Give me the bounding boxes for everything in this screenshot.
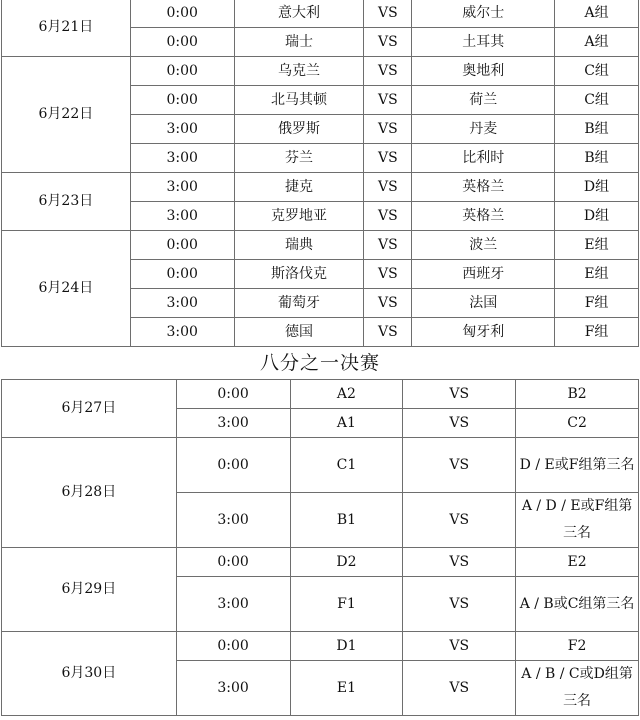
section-title: 八分之一决赛 xyxy=(259,352,380,374)
away-slot: A / B / C或D组第三名 xyxy=(516,661,639,716)
vs-label: VS xyxy=(364,57,412,86)
home-team: 斯洛伐克 xyxy=(234,260,364,289)
table-row xyxy=(2,380,639,409)
match-date: 6月30日 xyxy=(2,632,177,716)
match-time: 3:00 xyxy=(176,493,290,548)
group-label: A组 xyxy=(555,0,639,28)
vs-label: VS xyxy=(403,493,516,548)
match-date: 6月23日 xyxy=(2,173,131,231)
home-team: 俄罗斯 xyxy=(234,115,364,144)
away-team: 法国 xyxy=(412,289,555,318)
match-time: 0:00 xyxy=(176,548,290,577)
match-date: 6月28日 xyxy=(2,438,177,548)
away-team: 比利时 xyxy=(412,144,555,173)
away-slot: D / E或F组第三名 xyxy=(516,438,639,493)
home-slot: D2 xyxy=(290,548,403,577)
vs-label: VS xyxy=(403,548,516,577)
vs-label: VS xyxy=(364,173,412,202)
group-label: C组 xyxy=(555,57,639,86)
vs-label: VS xyxy=(403,380,516,409)
vs-label: VS xyxy=(403,632,516,661)
vs-label: VS xyxy=(364,289,412,318)
group-label: F组 xyxy=(555,289,639,318)
vs-label: VS xyxy=(403,409,516,438)
vs-label: VS xyxy=(403,438,516,493)
match-time: 0:00 xyxy=(176,632,290,661)
group-label: A组 xyxy=(555,28,639,57)
home-team: 捷克 xyxy=(234,173,364,202)
group-label: D组 xyxy=(555,202,639,231)
match-time: 3:00 xyxy=(130,115,234,144)
match-time: 0:00 xyxy=(130,28,234,57)
away-team: 奥地利 xyxy=(412,57,555,86)
away-slot: E2 xyxy=(516,548,639,577)
match-time: 0:00 xyxy=(130,57,234,86)
match-date: 6月29日 xyxy=(2,548,177,632)
home-slot: E1 xyxy=(290,661,403,716)
vs-label: VS xyxy=(403,661,516,716)
vs-label: VS xyxy=(364,202,412,231)
home-team: 葡萄牙 xyxy=(234,289,364,318)
home-team: 北马其顿 xyxy=(234,86,364,115)
table-row xyxy=(2,57,639,86)
match-time: 3:00 xyxy=(130,289,234,318)
home-slot: A2 xyxy=(290,380,403,409)
home-team: 瑞典 xyxy=(234,231,364,260)
group-label: F组 xyxy=(555,318,639,347)
group-label: E组 xyxy=(555,231,639,260)
vs-label: VS xyxy=(364,86,412,115)
away-team: 西班牙 xyxy=(412,260,555,289)
away-team: 土耳其 xyxy=(412,28,555,57)
group-label: B组 xyxy=(555,144,639,173)
table-row xyxy=(2,231,639,260)
round-of-16-table xyxy=(1,379,639,716)
match-time: 3:00 xyxy=(176,409,290,438)
vs-label: VS xyxy=(364,28,412,57)
vs-label: VS xyxy=(364,318,412,347)
home-team: 克罗地亚 xyxy=(234,202,364,231)
vs-label: VS xyxy=(364,115,412,144)
table-row xyxy=(2,548,639,577)
home-slot: F1 xyxy=(290,577,403,632)
match-date: 6月27日 xyxy=(2,380,177,438)
away-slot: B2 xyxy=(516,380,639,409)
match-time: 0:00 xyxy=(130,260,234,289)
home-team: 芬兰 xyxy=(234,144,364,173)
vs-label: VS xyxy=(364,144,412,173)
home-team: 意大利 xyxy=(234,0,364,28)
group-label: E组 xyxy=(555,260,639,289)
match-time: 0:00 xyxy=(176,438,290,493)
match-time: 0:00 xyxy=(130,0,234,28)
match-date: 6月22日 xyxy=(2,57,131,173)
group-label: B组 xyxy=(555,115,639,144)
away-slot: F2 xyxy=(516,632,639,661)
home-slot: D1 xyxy=(290,632,403,661)
home-team: 乌克兰 xyxy=(234,57,364,86)
match-date: 6月24日 xyxy=(2,231,131,347)
away-team: 匈牙利 xyxy=(412,318,555,347)
group-label: D组 xyxy=(555,173,639,202)
away-slot: C2 xyxy=(516,409,639,438)
vs-label: VS xyxy=(403,577,516,632)
match-time: 3:00 xyxy=(176,577,290,632)
match-time: 0:00 xyxy=(130,86,234,115)
home-team: 德国 xyxy=(234,318,364,347)
away-team: 波兰 xyxy=(412,231,555,260)
match-time: 3:00 xyxy=(130,144,234,173)
home-slot: A1 xyxy=(290,409,403,438)
table-row xyxy=(2,438,639,493)
home-slot: B1 xyxy=(290,493,403,548)
home-slot: C1 xyxy=(290,438,403,493)
away-team: 英格兰 xyxy=(412,202,555,231)
table-row xyxy=(2,632,639,661)
match-time: 3:00 xyxy=(130,318,234,347)
match-date: 6月21日 xyxy=(2,0,131,57)
match-time: 0:00 xyxy=(176,380,290,409)
match-time: 3:00 xyxy=(130,173,234,202)
away-slot: A / D / E或F组第三名 xyxy=(516,493,639,548)
match-time: 3:00 xyxy=(130,202,234,231)
group-stage-table xyxy=(1,0,639,347)
away-team: 丹麦 xyxy=(412,115,555,144)
home-team: 瑞士 xyxy=(234,28,364,57)
away-team: 荷兰 xyxy=(412,86,555,115)
table-row xyxy=(2,0,639,28)
away-team: 英格兰 xyxy=(412,173,555,202)
away-slot: A / B或C组第三名 xyxy=(516,577,639,632)
match-time: 0:00 xyxy=(130,231,234,260)
vs-label: VS xyxy=(364,231,412,260)
away-team: 威尔士 xyxy=(412,0,555,28)
table-row xyxy=(2,173,639,202)
vs-label: VS xyxy=(364,260,412,289)
match-time: 3:00 xyxy=(176,661,290,716)
vs-label: VS xyxy=(364,0,412,28)
group-label: C组 xyxy=(555,86,639,115)
